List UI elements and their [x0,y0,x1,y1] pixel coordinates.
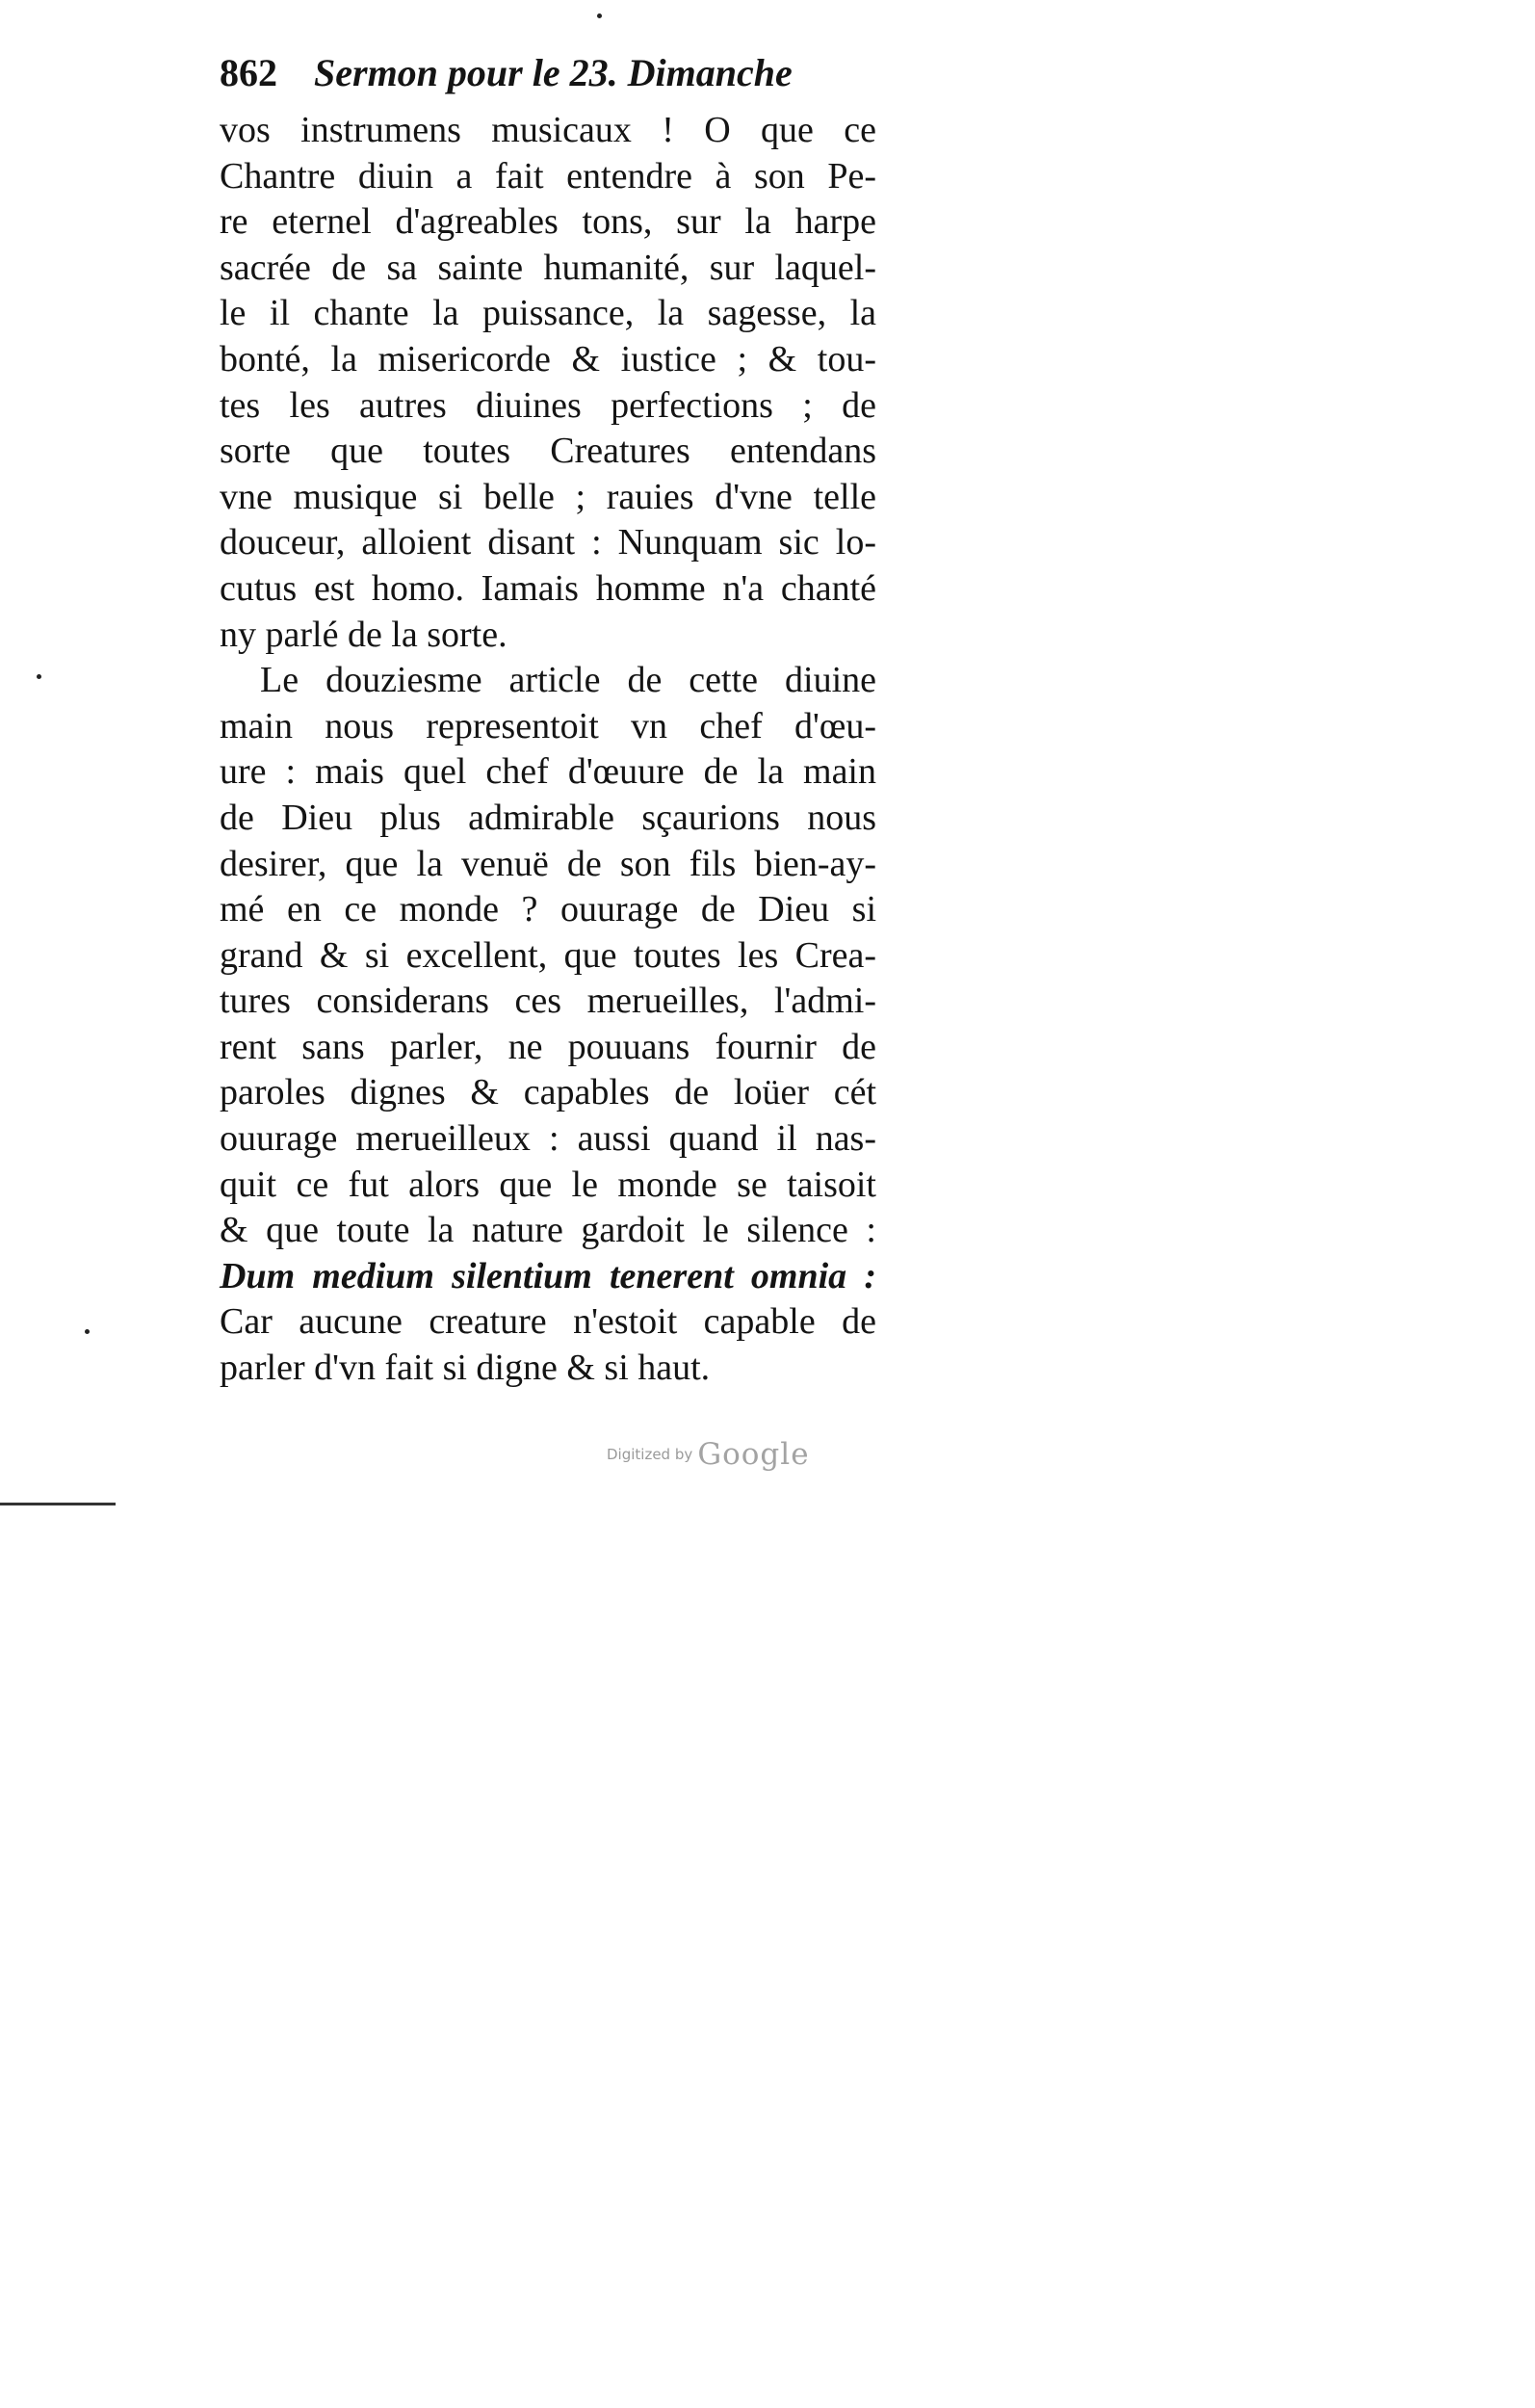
text-line: mé en ce monde ? ouurage de Dieu si [220,889,876,930]
text-line: ouurage merueilleux : aussi quand il nas- [220,1118,876,1160]
text-line: sacrée de sa sainte humanité, sur laquel- [220,247,876,288]
text-line: & que toute la nature gardoit le silence : [220,1210,876,1251]
text-line: ny parlé de la sorte. [220,614,507,655]
text-line: sorte que toutes Creatures entendans [220,431,876,472]
text-line: Chantre diuin a fait entendre à son Pe- [220,155,876,196]
text-line: de Dieu plus admirable sçaurions nous [220,797,876,838]
book-page [0,0,963,1510]
google-logo-text: Google [697,1437,810,1472]
speck-mark [37,674,41,679]
text-line: vos instrumens musicaux ! O que ce [220,110,876,150]
text-line: grand & si excellent, que toutes les Crea- [220,934,876,976]
latin-quotation-line: Dum medium silentium tenerent omnia : [220,1255,876,1296]
text-line: paroles dignes & capables de loüer cét [220,1072,876,1113]
text-line: parler d'vn fait si digne & si haut. [220,1348,711,1389]
text-line: re eternel d'agreables tons, sur la harpe [220,201,876,243]
page-number: 862 [220,51,277,94]
scan-edge-rule [0,1503,116,1505]
body-text [220,108,876,1392]
text-line: tures considerans ces merueilles, l'admi- [220,981,876,1022]
digitized-label: Digitized by [607,1446,693,1463]
text-line: douceur, alloient disant : Nunquam sic lo- [220,522,876,563]
speck-mark [85,1329,90,1334]
digitized-by-watermark [607,1437,810,1472]
paragraph-start-line: Le douziesme article de cette diuine [260,660,876,701]
text-line: tes les autres diuines perfections ; de [220,384,876,426]
speck-mark [597,13,602,18]
text-line: vne musique si belle ; rauies d'vne telle [220,476,876,517]
text-line: Car aucune creature n'estoit capable de [220,1301,876,1343]
text-line: ure : mais quel chef d'œuure de la main [220,751,876,793]
text-line: quit ce fut alors que le monde se taisoit [220,1164,876,1205]
text-line: cutus est homo. Iamais homme n'a chanté [220,567,876,609]
page-header [220,50,817,102]
text-line: desirer, que la venuë de son fils bien-ay- [220,843,876,884]
running-head: Sermon pour le 23. Dimanche [314,51,793,94]
text-line: rent sans parler, ne pouuans fournir de [220,1026,876,1067]
text-line: bonté, la misericorde & iustice ; & tou- [220,338,876,380]
text-line: le il chante la puissance, la sagesse, la [220,293,876,334]
text-line: main nous representoit vn chef d'œu- [220,705,876,746]
